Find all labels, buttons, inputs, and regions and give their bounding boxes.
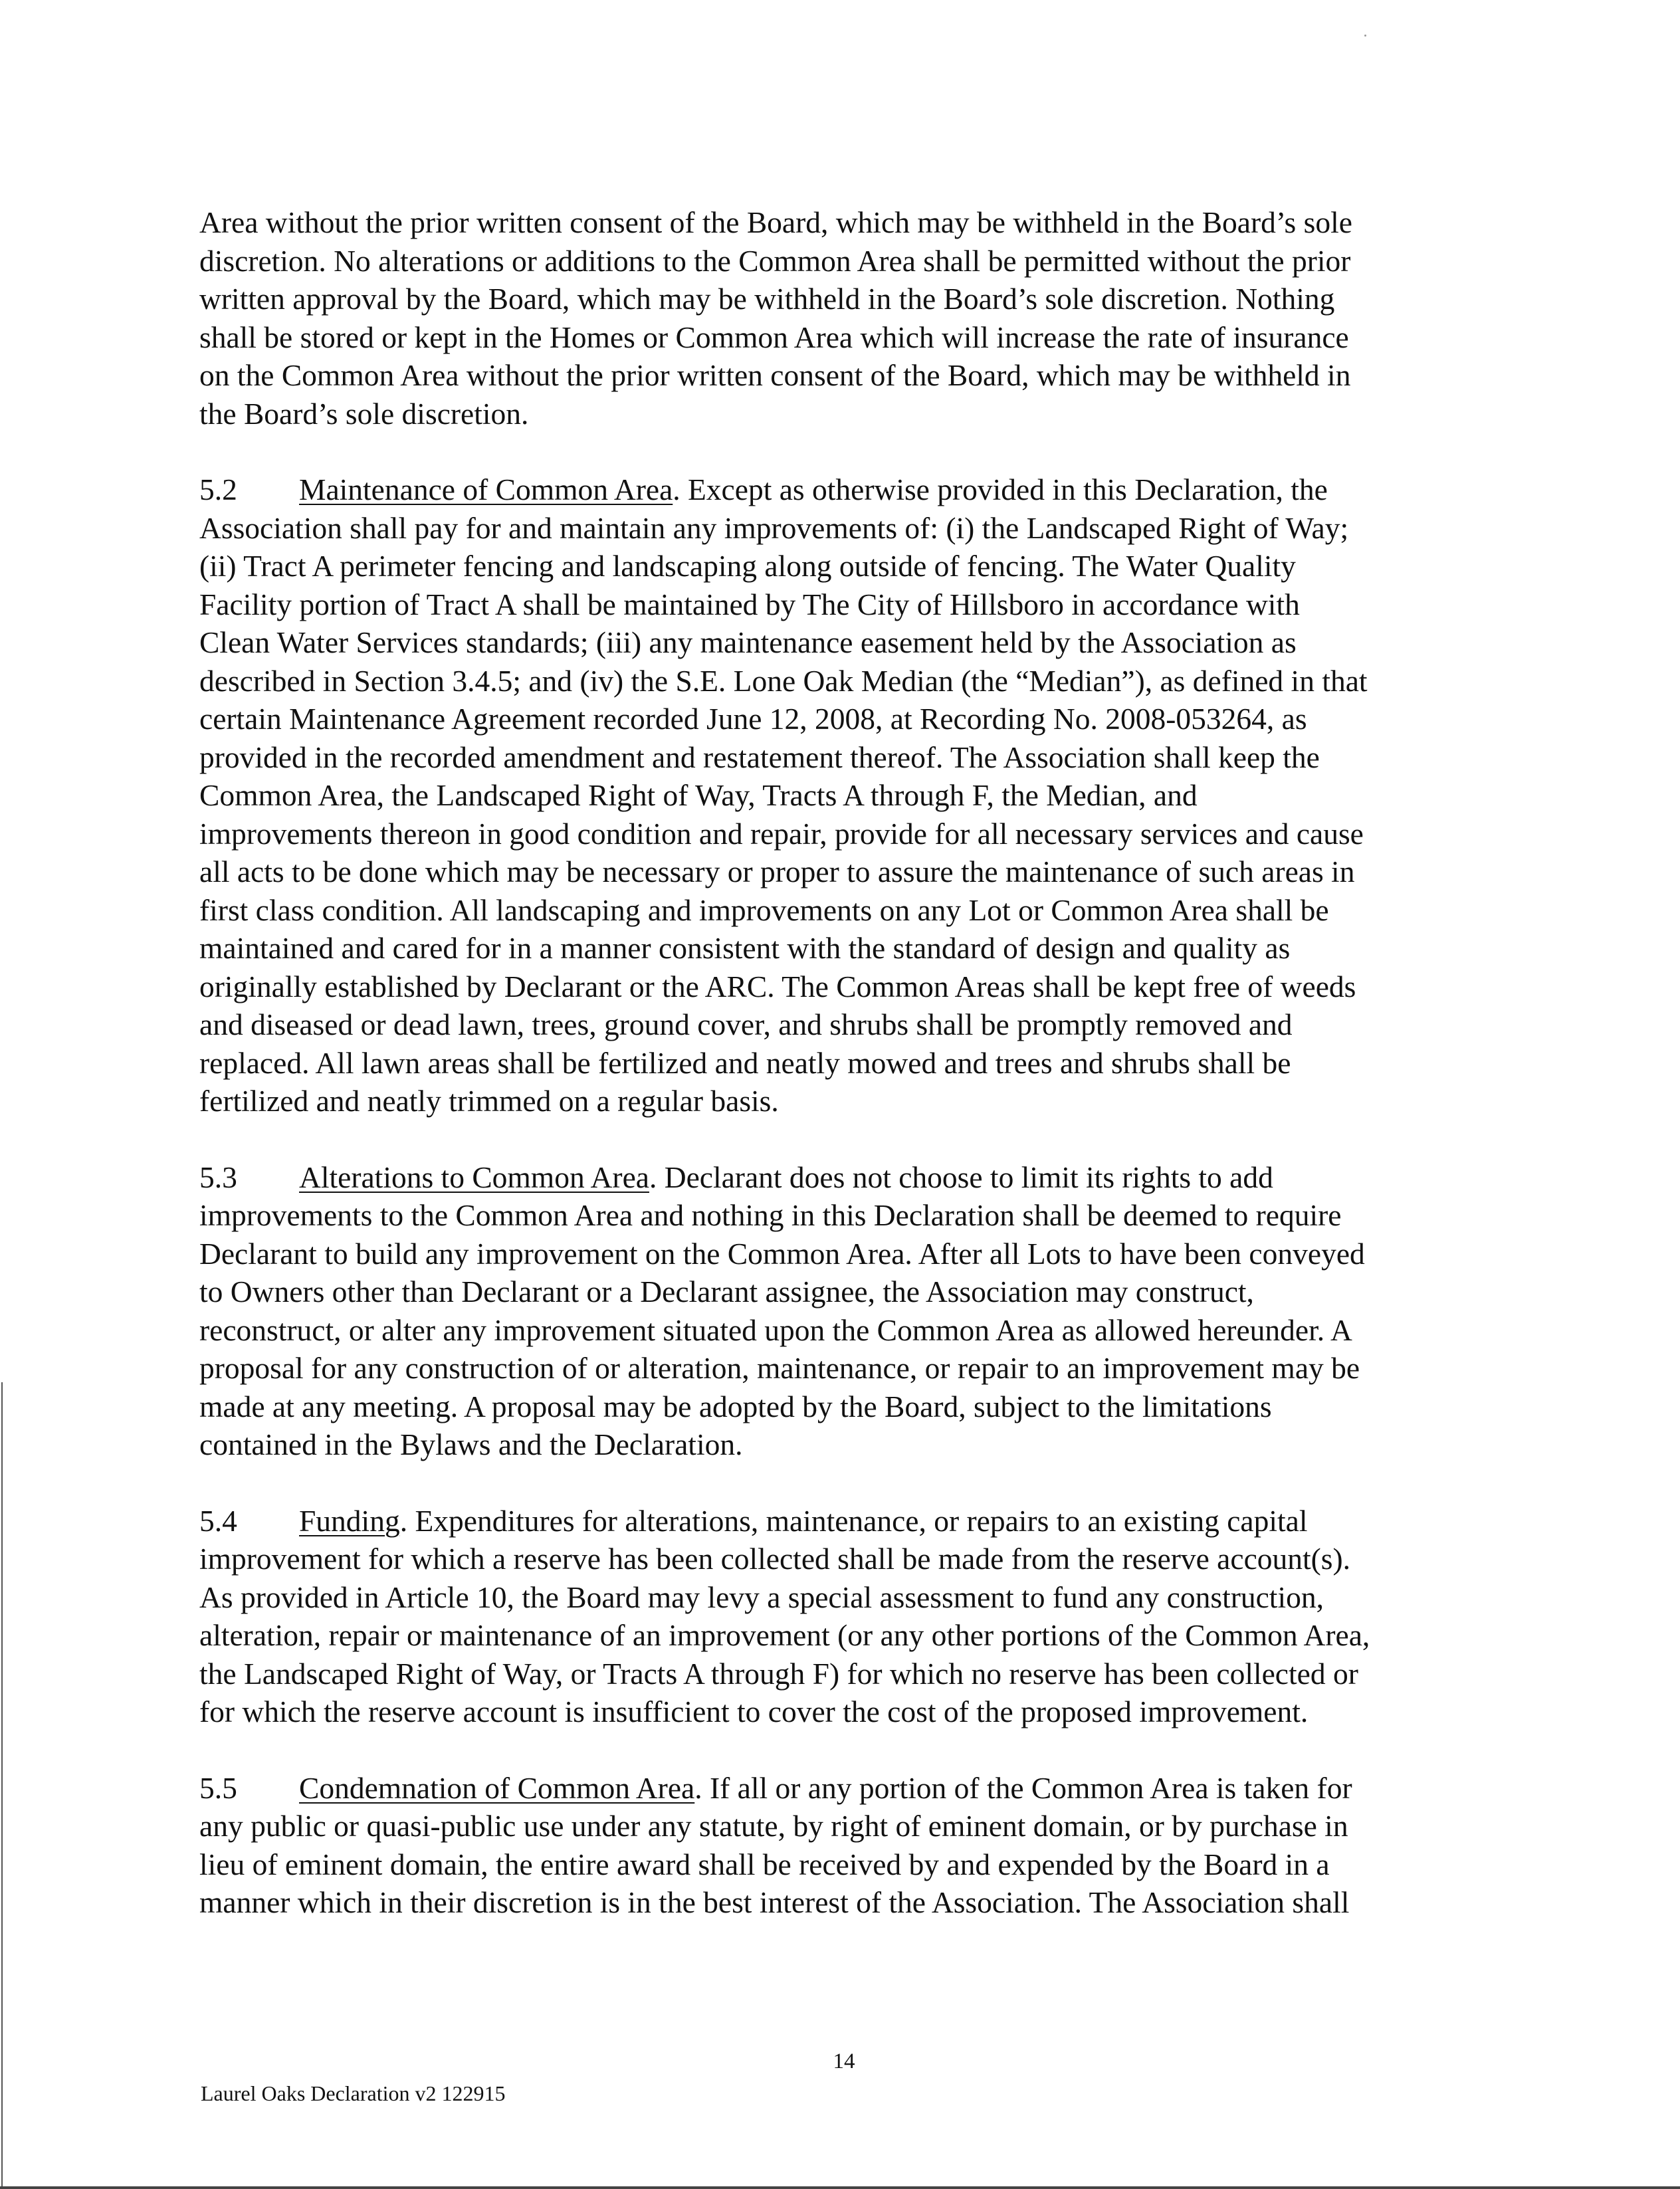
section-number: 5.3 [199,1160,237,1194]
page-number: 14 [833,2049,855,2073]
section-5-3 [199,1158,1495,1464]
section-heading: Condemnation of Common Area [299,1770,695,1805]
section-text: . If all or any portion of the Common Area is taken for any public or quasi-public use under any statute, by right of eminent domain, or by purchase in lieu of eminent domain, the entire award shall be received by and expended by the Board in a manner which in their discretion is in the best interest of the Association. The Association shall [199,1770,1352,1919]
left-edge-rule [1,1382,3,2189]
footer-document-id: Laurel Oaks Declaration v2 122915 [201,2081,506,2105]
section-number: 5.5 [199,1770,237,1805]
scan-speck [1364,35,1366,37]
section-number: 5.4 [199,1503,237,1538]
section-5-4 [199,1502,1495,1731]
section-heading: Alterations to Common Area [299,1160,649,1194]
section-heading: Maintenance of Common Area [299,472,673,506]
section-5-2 [199,470,1495,1120]
section-text: . Declarant does not choose to limit its rights to add improvements to the Common Area and nothing in this Declaration shall be deemed to require Declarant to build any improvement on the Common Area. After all Lots to have been conveyed to Owners other than Declarant or a Declarant assignee, the Association may construct, reconstruct, or alter any improvement situated upon the Common Area as allowed hereunder. A proposal for any construction of or alteration, maintenance, or repair to an improvement may be made at any meeting. A proposal may be adopted by the Board, subject to the limitations contained in the Bylaws and the Declaration. [199,1160,1365,1461]
section-number: 5.2 [199,472,237,506]
section-5-5 [199,1769,1495,1922]
bottom-edge-rule [0,2186,1680,2189]
lead-paragraph: Area without the prior written consent of the Board, which may be withheld in the Board’s sole discretion. No alterations or additions to the Common Area shall be permitted without the prior written approval by the Board, which may be withheld in the Board’s sole discretion. Nothing shall be stored or kept in the Homes or Common Area which will increase the rate of insurance on the Common Area without the prior written consent of the Board, which may be withheld in the Board’s sole discretion. [199,205,1352,431]
section-text: . Expenditures for alterations, maintenance, or repairs to an existing capital improvement for which a reserve has been collected shall be made from the reserve account(s). As provided in Article 10, the Board may levy a special assessment to fund any construction, alteration, repair or maintenance of an improvement (or any other portions of the Common Area, the Landscaped Right of Way, or Tracts A through F) for which no reserve has been collected or for which the reserve account is insufficient to cover the cost of the proposed improvement. [199,1503,1370,1728]
section-heading: Funding [299,1503,400,1538]
section-text: . Except as otherwise provided in this Declaration, the Association shall pay for and maintain any improvements of: (i) the Landscaped Right of Way; (ii) Tract A perimeter fencing and landscaping along outside of fencing. The Water Quality Facility portion of Tract A shall be maintained by The City of Hillsboro in accordance with Clean Water Services standards; (iii) any maintenance easement held by the Association as described in Section 3.4.5; and (iv) the S.E. Lone Oak Median (the “Median”), as defined in that certain Maintenance Agreement recorded June 12, 2008, at Recording No. 2008-053264, as provided in the recorded amendment and restatement thereof. The Association shall keep the Common Area, the Landscaped Right of Way, Tracts A through F, the Median, and improvements thereon in good condition and repair, provide for all necessary services and cause all acts to be done which may be necessary or proper to assure the maintenance of such areas in first class condition. All landscaping and improvements on any Lot or Common Area shall be maintained and cared for in a manner consistent with the standard of design and quality as originally established by Declarant or the ARC. The Common Areas shall be kept free of weeds and diseased or dead lawn, trees, ground cover, and shrubs shall be promptly removed and replaced. All lawn areas shall be fertilized and neatly mowed and trees and shrubs shall be fertilized and neatly trimmed on a regular basis. [199,472,1368,1118]
document-body [199,203,1495,1960]
